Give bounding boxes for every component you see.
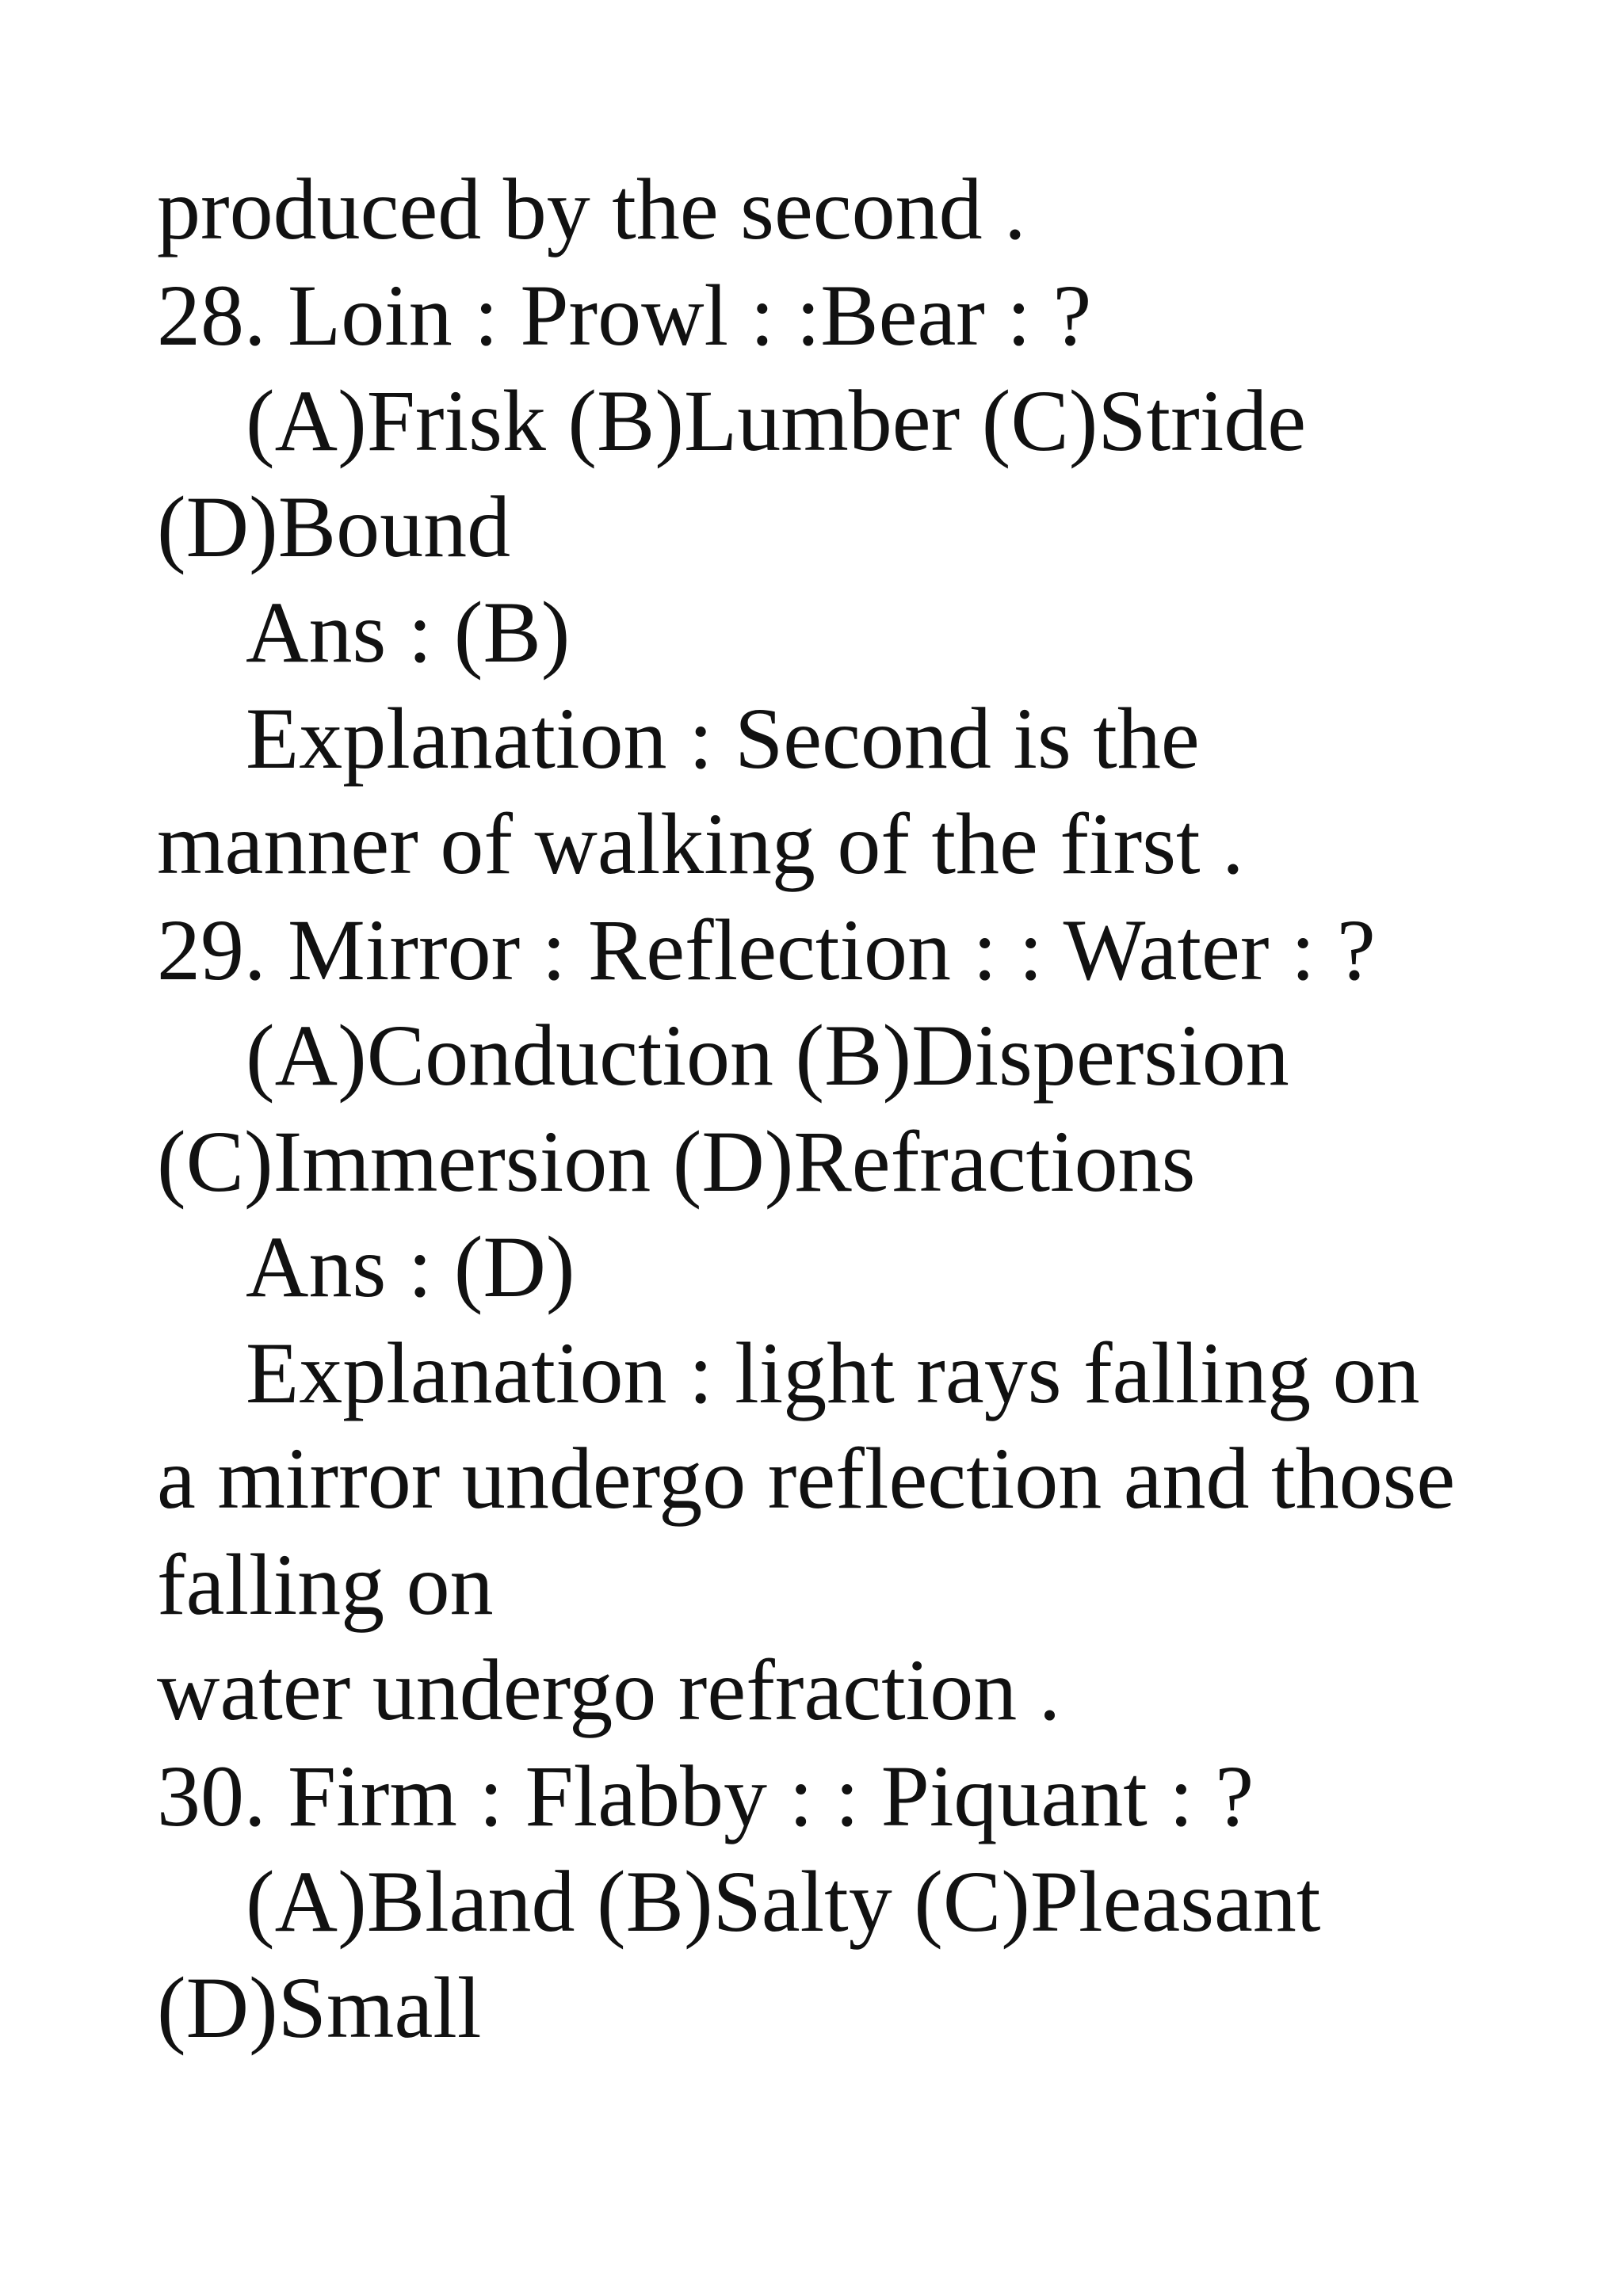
question-29-explanation: Explanation : light rays falling on (246, 1324, 1420, 1421)
question-28-options-continued: (D)Bound (157, 478, 511, 575)
question-28-options: (A)Frisk (B)Lumber (C)Stride (246, 372, 1307, 469)
question-28-explanation-continued: manner of walking of the first . (157, 795, 1244, 892)
question-29-line: 29. Mirror : Reflection : : Water : ? (157, 901, 1376, 998)
question-30-options: (A)Bland (B)Salty (C)Pleasant (246, 1853, 1321, 1950)
question-29-explanation-continued: water undergo refraction . (157, 1642, 1061, 1738)
question-28-answer: Ans : (B) (246, 584, 571, 681)
question-29-answer: Ans : (D) (246, 1219, 575, 1315)
question-29-explanation-continued: falling on (157, 1535, 494, 1633)
question-29-explanation-continued: a mirror undergo reflection and those (157, 1430, 1456, 1527)
question-29-options: (A)Conduction (B)Dispersion (246, 1007, 1289, 1104)
text-line: produced by the second . (157, 161, 1026, 257)
question-30-options-continued: (D)Small (157, 1958, 482, 2056)
question-28-explanation: Explanation : Second is the (246, 689, 1200, 787)
question-28-line: 28. Loin : Prowl : :Bear : ? (157, 266, 1092, 364)
question-30-line: 30. Firm : Flabby : : Piquant : ? (157, 1747, 1254, 1844)
document-body (157, 157, 1583, 2061)
question-29-options-continued: (C)Immersion (D)Refractions (157, 1112, 1196, 1210)
